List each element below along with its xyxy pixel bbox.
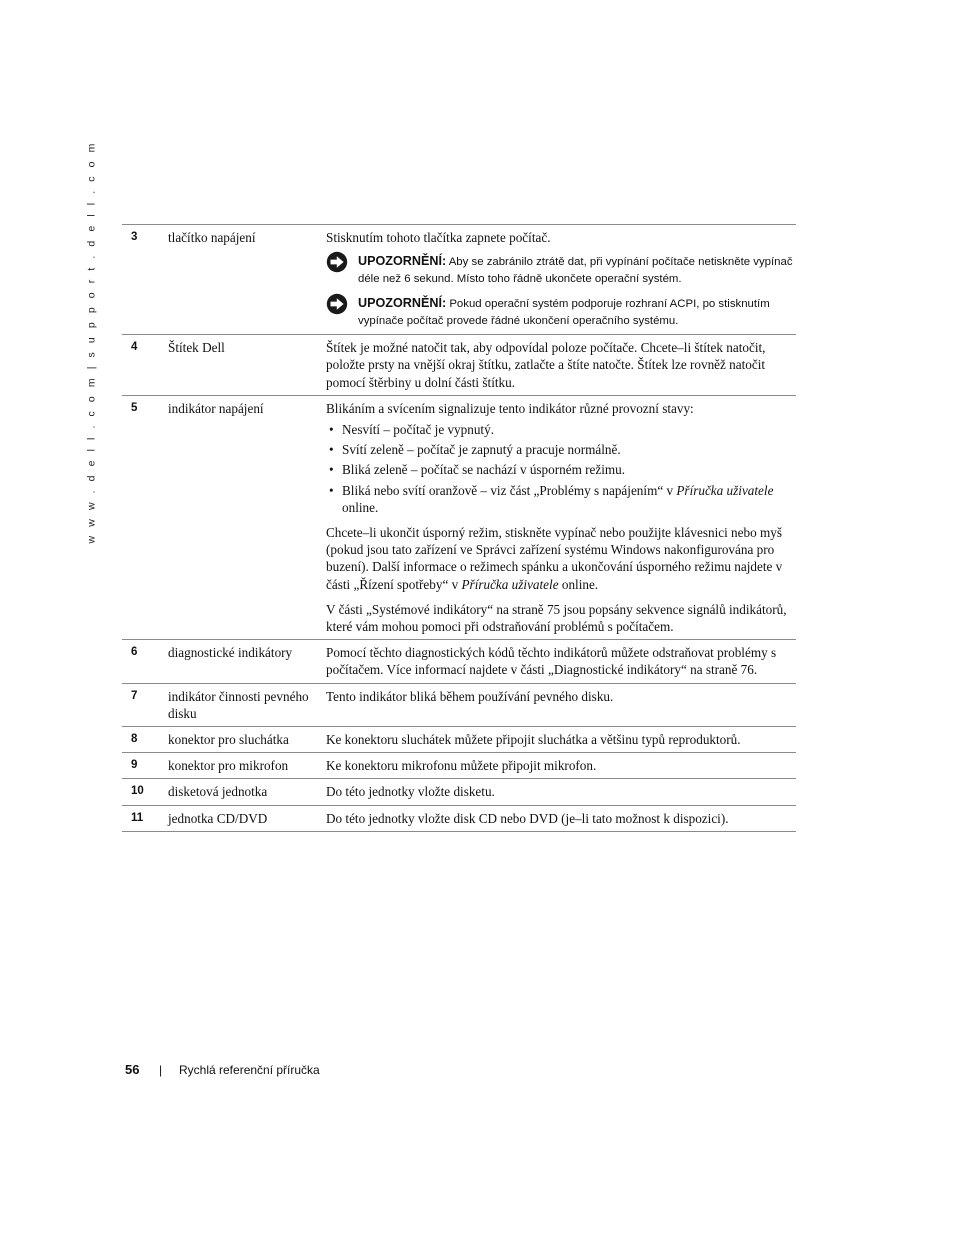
table-row bbox=[122, 779, 796, 805]
description-text: Do této jednotky vložte disketu. bbox=[326, 784, 495, 800]
item-number: 10 bbox=[122, 779, 168, 805]
item-number: 6 bbox=[122, 640, 168, 683]
item-description bbox=[326, 779, 796, 805]
notice-text: Aby se zabránilo ztrátě dat, při vypínání počítače netiskněte vypínač déle než 6 sekund. Místo toho řádně ukončete operační systém. bbox=[358, 256, 793, 286]
description-text: Ke konektoru sluchátek můžete připojit sluchátka a většinu typů reproduktorů. bbox=[326, 732, 741, 748]
item-description bbox=[326, 640, 796, 683]
item-description bbox=[326, 335, 796, 396]
sidebar-url bbox=[80, 140, 102, 544]
paragraph-text-end: online. bbox=[558, 576, 599, 592]
item-name: diagnostické indikátory bbox=[168, 640, 326, 683]
status-list bbox=[326, 421, 794, 516]
item-name: indikátor činnosti pevného disku bbox=[168, 683, 326, 726]
item-name: indikátor napájení bbox=[168, 395, 326, 639]
footer-title: Rychlá referenční příručka bbox=[179, 1062, 320, 1077]
notice-block bbox=[326, 295, 794, 330]
notice-icon bbox=[326, 251, 348, 273]
notice-text: Pokud operační systém podporuje rozhraní ACPI, po stisknutím vypínače počítač provede řádné ukončení operačního systému. bbox=[358, 298, 770, 328]
table-row bbox=[122, 640, 796, 683]
component-table bbox=[122, 224, 796, 832]
manual-reference: Příručka uživatele bbox=[461, 576, 559, 592]
item-name: tlačítko napájení bbox=[168, 225, 326, 335]
list-item bbox=[326, 482, 794, 516]
table-row bbox=[122, 753, 796, 779]
item-description bbox=[326, 727, 796, 753]
description-text: Tento indikátor bliká během používání pevného disku. bbox=[326, 688, 614, 704]
notice-label: UPOZORNĚNÍ: bbox=[358, 254, 447, 269]
item-number: 9 bbox=[122, 753, 168, 779]
item-number: 4 bbox=[122, 335, 168, 396]
notice-block bbox=[326, 253, 794, 288]
description-text: Stisknutím tohoto tlačítka zapnete počítač. bbox=[326, 230, 551, 245]
item-name: jednotka CD/DVD bbox=[168, 805, 326, 831]
description-text: Pomocí těchto diagnostických kódů těchto indikátorů můžete odstraňovat problémy s počítačem. Více informací najdete v části „Diagnostické indikátory“ na straně 76. bbox=[326, 645, 777, 678]
list-item-text: Bliká nebo svítí oranžově – viz část „Problémy s napájením“ v bbox=[342, 482, 677, 498]
page-number: 56 bbox=[125, 1062, 140, 1077]
item-name: konektor pro sluchátka bbox=[168, 727, 326, 753]
table-row bbox=[122, 683, 796, 726]
item-name: disketová jednotka bbox=[168, 779, 326, 805]
list-item: • Bliká zeleně – počítač se nachází v úsporném režimu. bbox=[326, 461, 794, 478]
item-number: 8 bbox=[122, 727, 168, 753]
notice-text-wrap bbox=[358, 253, 794, 288]
notice-text-wrap bbox=[358, 295, 794, 330]
page-footer bbox=[125, 1062, 320, 1077]
notice-label: UPOZORNĚNÍ: bbox=[358, 296, 447, 311]
description-text: Do této jednotky vložte disk CD nebo DVD (je–li tato možnost k dispozici). bbox=[326, 810, 729, 826]
table-row bbox=[122, 727, 796, 753]
list-item: • Nesvítí – počítač je vypnutý. bbox=[326, 421, 794, 438]
manual-reference: Příručka uživatele bbox=[676, 482, 774, 498]
item-description bbox=[326, 395, 796, 639]
item-description bbox=[326, 753, 796, 779]
description-text: V části „Systémové indikátory“ na straně 75 jsou popsány sekvence signálů indikátorů, které vám mohou pomoci při odstraňování problémů s počítačem. bbox=[326, 601, 787, 635]
table-row bbox=[122, 395, 796, 639]
item-description bbox=[326, 805, 796, 831]
table-row bbox=[122, 225, 796, 335]
footer-separator: | bbox=[159, 1062, 163, 1077]
item-description bbox=[326, 225, 796, 335]
notice-icon bbox=[326, 293, 348, 315]
paragraph-text: Chcete–li ukončit úsporný režim, stiskněte vypínač nebo použijte klávesnici nebo myš (pokud jsou tato zařízení ve Správci zařízení systému Windows nakonfigurována pro buzení). Další informace o režimech spánku a ukončování úsporného režimu najdete v části „Řízení spotřeby“ v bbox=[326, 525, 783, 592]
item-name: Štítek Dell bbox=[168, 335, 326, 396]
description-text: Blikáním a svícením signalizuje tento indikátor různé provozní stavy: bbox=[326, 400, 694, 416]
item-number: 11 bbox=[122, 805, 168, 831]
item-name: konektor pro mikrofon bbox=[168, 753, 326, 779]
item-description bbox=[326, 683, 796, 726]
list-item-text-end: online. bbox=[342, 499, 379, 515]
item-number: 3 bbox=[122, 225, 168, 335]
item-number: 5 bbox=[122, 395, 168, 639]
table-row bbox=[122, 335, 796, 396]
table-row bbox=[122, 805, 796, 831]
list-item: • Svítí zeleně – počítač je zapnutý a pracuje normálně. bbox=[326, 441, 794, 458]
description-text bbox=[326, 524, 794, 593]
item-number: 7 bbox=[122, 683, 168, 726]
sidebar-url-text: w w w . d e l l . c o m | s u p p o r t . d e l l . c o m bbox=[85, 140, 98, 544]
description-text: Štítek je možné natočit tak, aby odpovídal poloze počítače. Chcete–li štítek natočit, položte prsty na vnější okraj štítku, zatlačte a štíte natočte. Štítek lze rovněž natočit pomocí štěrbiny u dolní části štítku. bbox=[326, 340, 766, 390]
description-text: Ke konektoru mikrofonu můžete připojit mikrofon. bbox=[326, 758, 597, 774]
